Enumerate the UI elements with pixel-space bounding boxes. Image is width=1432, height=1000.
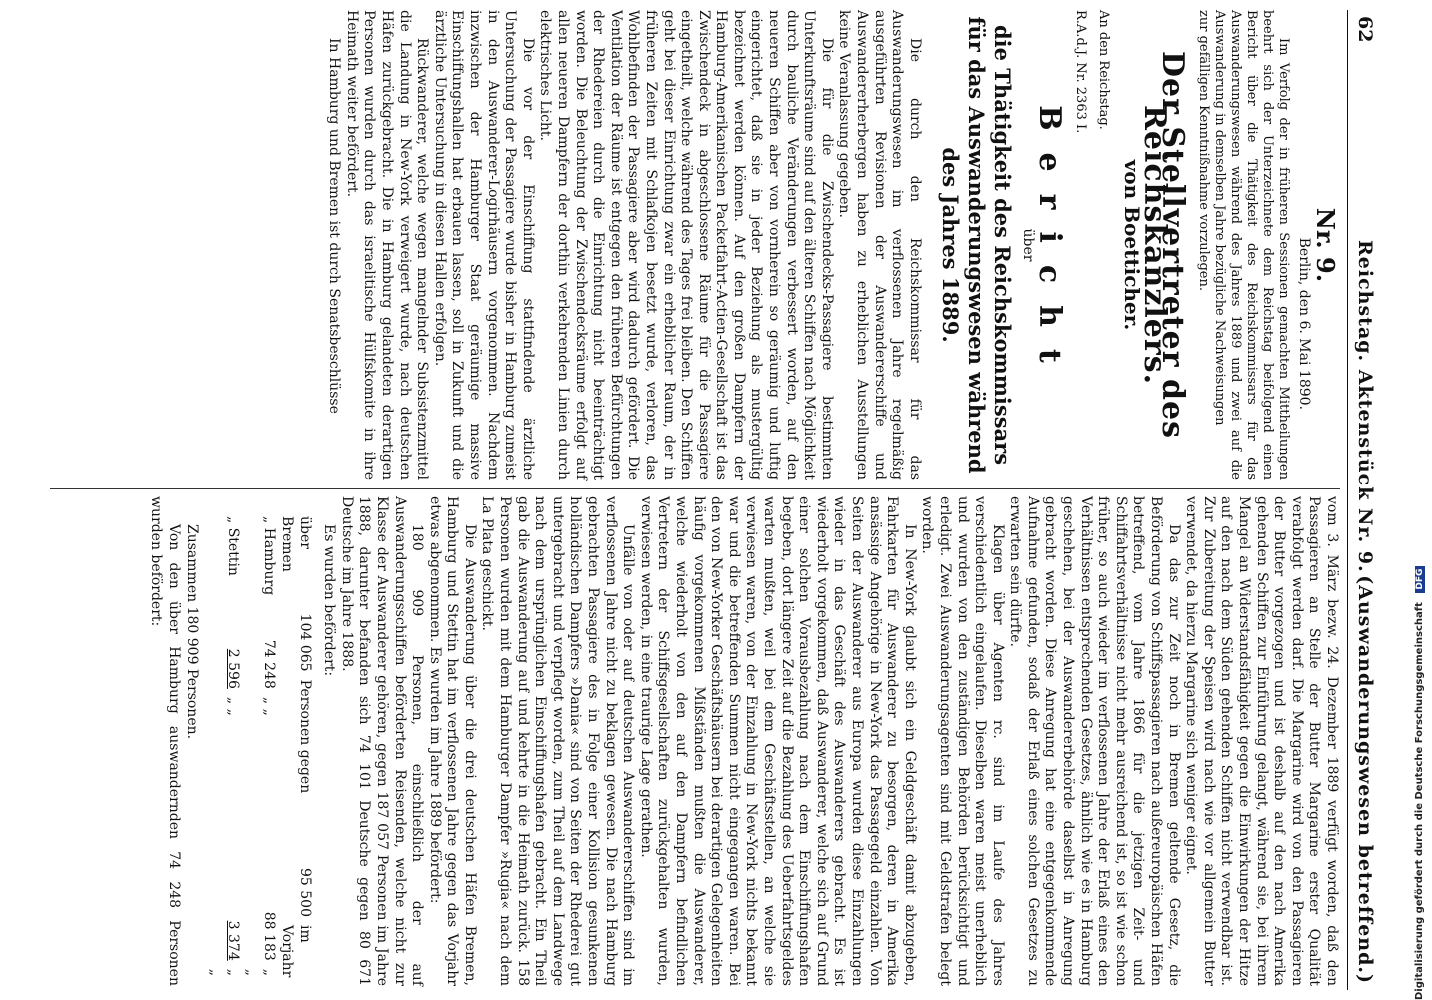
row-value: 2 596 bbox=[224, 648, 241, 689]
intro-continuation: zur gefälligen Kenntnißnahme vorzulegen. bbox=[1195, 10, 1211, 292]
left-column bbox=[325, 10, 1340, 480]
right-column bbox=[147, 496, 1340, 986]
digitization-credit bbox=[1414, 560, 1430, 1000]
row-label: „ Stettin bbox=[224, 516, 241, 576]
header-right: (Auswanderungswesen betreffend.) bbox=[1354, 575, 1376, 984]
paragraph: Die Auswanderung über die drei deutschen Häfen Bremen, Hamburg und Stettin hat im verflossenen Jahre gegen das Vorjahr etwas abgenommen. Es wurden im Jahre 1889 befördert: bbox=[426, 496, 478, 986]
row-prev: 95 500 bbox=[296, 867, 313, 917]
row-mid: „ „ bbox=[260, 696, 277, 716]
paragraph: 180 909 Personen, einschließlich der auf Auswanderungsschiffen beförderten Reisenden, welche nicht zur Klasse der Auswanderer gehören, gegen 187 057 Personen im Jahre 1888, darunter befanden sich 74 101 Deutsche gegen 80 671 Deutsche im Jahre 1888. bbox=[338, 496, 426, 986]
row-value: 104 065 bbox=[296, 613, 313, 672]
paragraph: Die durch den Reichskommissar für das Auswanderungswesen im verflossenen Jahre regelmäßig ausgeführten Revisionen der Auswandererschiffe und Auswandererherbergen haben zu erheblichen Ausstellungen keine Veranlassung gegeben. bbox=[836, 10, 923, 480]
paragraph: In Hamburg und Bremen ist durch Senatsbeschlüsse bbox=[326, 38, 343, 414]
reference-number: R.A.d.J. Nr. 2363 I. bbox=[1073, 10, 1089, 134]
document-date: Berlin, den 6. Mai 1890. bbox=[1296, 237, 1313, 410]
paragraph: Rückwanderer, welche wegen mangelnder Subsistenzmittel die Landung in New-York verweigert wurde, nach deutschen Häfen zurückgebracht. Die in Hamburg gelandeten derartigen Personen wurden durch das israelitische Hülfskomite in ihre Heimath weiter befördert. bbox=[343, 10, 431, 480]
row-prev: 3 374 bbox=[224, 920, 241, 961]
row-mid: Personen gegen bbox=[296, 679, 313, 794]
paragraph: Unfälle von oder auf deutschen Auswandererschiffen sind im verflossenen Jahre nicht zu beklagen gewesen. Die nach Hamburg gebrachten Passagiere des in Folge einer Kollision gesunkenen holländischen Dampfers »Dania« sind von Seiten der Rhederei gut untergebracht und verpflegt worden, zum Theil auf dem Landwege nach dem ursprünglichen Einschiffungshafen gebracht. Ein Theil gab die Auswanderung auf und kehrte in die Heimath zurück. 158 Personen wurden mit dem Hamburger Dampfer »Rugia« nach dem La Plata geschickt. bbox=[479, 496, 637, 986]
column-divider bbox=[50, 488, 1340, 489]
paragraph: Die vor der Einschiffung stattfindende ärztliche Untersuchung der Passagiere wurde bisher in Hamburg zumeist in den Auswanderer-Logirhäusern vorgenommen. Nachdem inzwischen der Hamburger Staat geräumige massive Einschiffungshallen hat erbauen lassen, soll in Zukunft und die ärztliche Untersuchung in diesen Hallen erfolgen. bbox=[431, 10, 536, 480]
intro-paragraph: Im Verfolg der in früheren Sessionen gemachten Mittheilungen beehrt sich der Unterzeichnete dem Reichstag beifolgend einen Bericht über die Thätigkeit des Reichskommissars für das Auswanderungswesen während des Jahres 1889 und zwei auf die Auswanderung in demselben Jahre bezügliche Nachweisungen bbox=[1211, 10, 1291, 480]
dfg-logo: DFG bbox=[1415, 566, 1425, 593]
page-number: 62 bbox=[1354, 16, 1376, 43]
paragraph: Klagen über Agenten rc. sind im Laufe des Jahres verschiedentlich eingelaufen. Dieselben waren meist unerheblich und wurden von den zuständigen Behörden berücksichtigt und erledigt. Zwei Auswanderungsagenten sind mit Geldstrafen belegt worden. bbox=[919, 496, 1006, 986]
table-row bbox=[242, 516, 278, 986]
report-heading: Bericht bbox=[1032, 105, 1068, 385]
addressee: An den Reichstag. bbox=[1096, 10, 1112, 130]
total-line: Zusammen 180 909 Personen. bbox=[183, 524, 200, 740]
header-center: Reichstag. Aktenstück Nr. 9. bbox=[1354, 240, 1376, 573]
report-ueber: über bbox=[1020, 228, 1037, 262]
paragraph: In New-York glaubt sich ein Geldgeschäft damit abzugeben, Fahrkarten für Auswanderer zu besorgen, deren in Amerika ansässige Angehörige in New-York das Passagegeld einzahlen. Von Seiten der Auswanderer aus Europa wurden diese Einzahlungen wieder in das Geschäft des Auswanderers gebracht. Es ist wiederholt vorgekommen, daß Auswanderer, welche sich auf Grund einer solchen Vorausbezahlung nach dem Einschiffungshafen begeben, dort längere Zeit auf die Bezahlung des Ueberfahrtsgeldes warten mußten, weil bei dem Geschäftsstellen, an welche sie verwiesen waren, von der Einzahlung in New-York nichts bekannt war und die betreffenden Summen nicht eingegangen waren. Bei den von New-Yorker Geschäftshäusern bei derartigen Gelegenheiten häufig vorgekommenen Mißständen mußten die Auswanderer, welche wiederholt von den auf den Dampfern befindlichen Vertretern der Schiffsgesellschaften zurückgehalten wurden, verwiesen werden, in eine traurige Lage gerathen. bbox=[637, 496, 918, 986]
page-header bbox=[1347, 10, 1380, 990]
paragraph: Die für die Zwischendecks-Passagiere bestimmten Unterkunftsräume sind auf den älteren Schiffen nach Möglichkeit durch bauliche Veränderungen verbessert worden, auf den neueren Schiffen aber von vornherein so geräumig und luftig eingerichtet, daß sie in jeder Beziehung als mustergültig bezeichnet werden können. Auf den großen Dampfern der Hamburg-Amerikanischen Packetfahrt-Actien-Gesellschaft ist das Zwischendeck in abgeschlossene Räume für die Passagiere eingetheilt, welche während des Tages frei bleiben. Den Schiffen geht bei dieser Einrichtung zwar ein erheblicher Raum, der in früheren Zeiten mit Schlafkojen besetzt wurde, verloren, das Wohlbefinden der Passagiere aber wird dadurch gefördert. Die Ventilation der Räume ist entgegen den früheren Befürchtungen der Rhedereien durch die Einrichtung nicht beeinträchtigt worden. Die Beleuchtung der Zwischendecksräume erfolgt auf allen neueren Dampfern der dorthin verkehrenden Linien durch elektrisches Licht. bbox=[537, 10, 835, 480]
document-number: Nr. 9. bbox=[1311, 207, 1340, 283]
table-row bbox=[278, 516, 314, 986]
paragraph: Von den über Hamburg auswandernden 74 248 Personen wurden befördert: bbox=[148, 496, 182, 986]
emigration-table bbox=[206, 516, 314, 986]
signature-title: Der Stellvertreter des Reichskanzlers. bbox=[1137, 51, 1190, 439]
table-row bbox=[206, 516, 242, 986]
row-tail: „ „ bbox=[206, 968, 241, 977]
row-tail: im Vorjahr bbox=[278, 924, 313, 978]
row-tail: „ „ bbox=[242, 968, 277, 977]
row-label: über Bremen bbox=[278, 516, 313, 572]
paragraph: Da das zur Zeit noch in Bremen geltende Gesetz, die Beförderung von Schiffspassagieren nach außereuropäischen Häfen betreffend, vom Jahre 1866 für die jetzigen Zeit- und Schiffahrtsverhältnisse nicht mehr ausreichend ist, so ist wie schon früher, so auch wieder im verflossenen Jahre der Erlaß eines den Verhältnissen entsprechenden Gesetzes, ähnlich wie es in Hamburg geschehen, bei der Auswandererbehörde daselbst in Anregung gebracht worden. Diese Anregung hat eine entgegenkommende Aufnahme gefunden, sodaß der Erlaß eines solchen Gesetzes zu erwarten sein dürfte. bbox=[1007, 496, 1182, 986]
row-mid: „ „ bbox=[224, 696, 241, 716]
credit-text: Digitalisierung gefördert durch die Deutsche Forschungsgemeinschaft bbox=[1414, 602, 1425, 1000]
report-subtitle: die Thätigkeit des Reichskommissars für das Auswanderungswesen während des Jahres 1889. bbox=[937, 16, 1015, 474]
signer-name: von Boetticher. bbox=[1119, 159, 1144, 331]
row-value: 74 248 bbox=[260, 639, 277, 689]
document-page bbox=[0, 10, 1380, 990]
paragraph: vom 3. März bezw. 24. Dezember 1889 verfügt worden, daß den Passagieren an Stelle der Butter Margarine erster Qualität verabfolgt werden darf. Die Margarine wird von den Passagieren der Butter vorgezogen und ist deshalb auf den nach Amerika gehenden Schiffen zur Einführung gelangt, während sie, bei ihrem Mangel an Widerstandsfähigkeit gegen die Einwirkungen der Hitze auf den nach dem Süden gehenden Schiffen nicht verwendbar ist. Zur Zubereitung der Speisen wird nach wie vor allgemein Butter verwendet, da hierzu Margarine sich weniger eignet. bbox=[1183, 496, 1340, 986]
paragraph: Es wurden befördert: bbox=[321, 524, 338, 677]
row-label: „ Hamburg bbox=[260, 516, 277, 596]
row-prev: 88 183 bbox=[260, 911, 277, 961]
